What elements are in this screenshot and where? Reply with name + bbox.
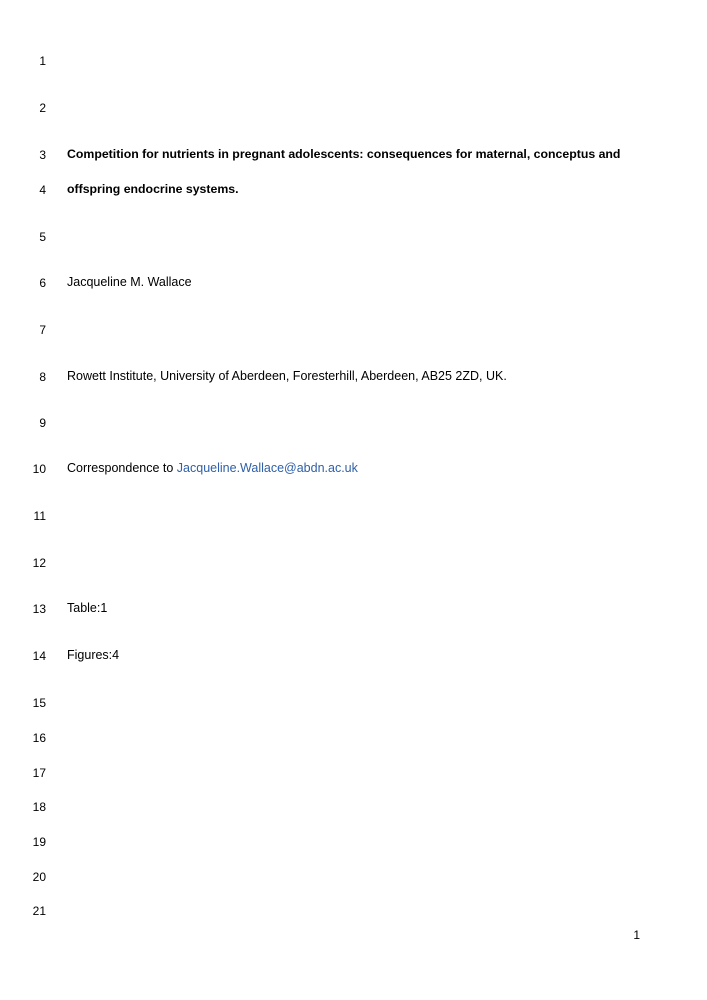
line-number-12: 12 — [32, 556, 46, 570]
line-number-13: 13 — [32, 602, 46, 616]
affiliation: Rowett Institute, University of Aberdeen, Foresterhill, Aberdeen, AB25 2ZD, UK. — [67, 369, 507, 383]
line-number-19: 19 — [32, 835, 46, 849]
line-number-17: 17 — [32, 766, 46, 780]
table-count: Table:1 — [67, 601, 108, 615]
correspondence-label: Correspondence to — [67, 461, 177, 475]
figure-count: Figures:4 — [67, 648, 120, 662]
line-number-7: 7 — [39, 323, 46, 337]
correspondence-email-link[interactable]: Jacqueline.Wallace@abdn.ac.uk — [176, 461, 358, 475]
line-number-6: 6 — [39, 276, 46, 290]
page-number: 1 — [633, 928, 640, 942]
line-number-18: 18 — [32, 800, 46, 814]
author-name: Jacqueline M. Wallace — [67, 275, 192, 289]
line-number-1: 1 — [39, 54, 46, 68]
line-number-14: 14 — [32, 649, 46, 663]
line-number-20: 20 — [32, 870, 46, 884]
line-number-5: 5 — [39, 230, 46, 244]
line-number-10: 10 — [32, 462, 46, 476]
line-number-11: 11 — [33, 509, 46, 523]
line-number-3: 3 — [39, 148, 46, 162]
title-line-1: Competition for nutrients in pregnant adolescents: consequences for maternal, conceptus and — [67, 147, 621, 161]
line-number-16: 16 — [32, 731, 46, 745]
line-number-21: 21 — [32, 904, 46, 918]
correspondence-line — [67, 461, 358, 476]
title-line-2: offspring endocrine systems. — [67, 182, 239, 196]
line-number-4: 4 — [39, 183, 46, 197]
line-number-15: 15 — [32, 696, 46, 710]
line-number-2: 2 — [39, 101, 46, 115]
line-number-9: 9 — [39, 416, 46, 430]
line-number-8: 8 — [39, 370, 46, 384]
